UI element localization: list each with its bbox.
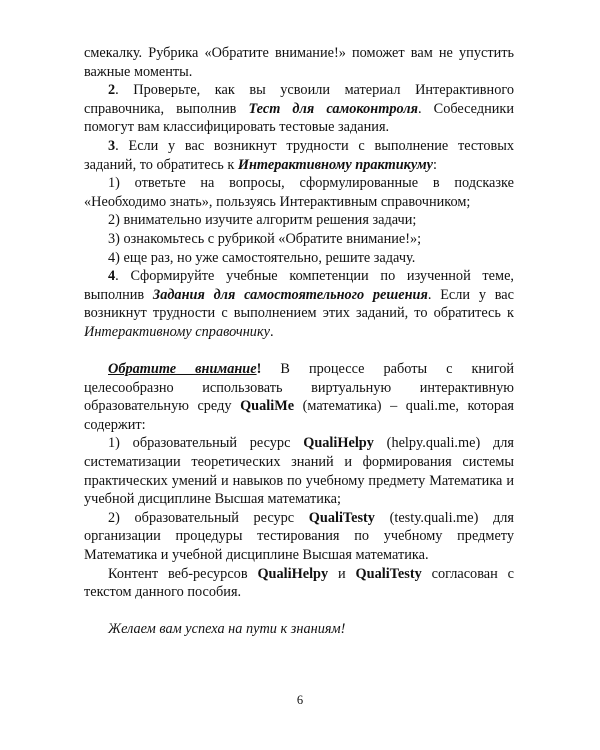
note-label: Обратите внимание <box>108 361 257 378</box>
brand-qualitesty: QualiTesty <box>355 565 422 582</box>
paragraph-content <box>84 565 514 602</box>
brand-qualihelpy: QualiHelpy <box>257 565 329 582</box>
text: . Если у вас возникнут трудности с выполнение тестовых заданий, то обратитесь к <box>84 137 514 173</box>
text: . Сформируйте учебные компетенции по изученной теме, выполнив <box>84 268 514 303</box>
text: (математика) – quali.me, которая содержит: <box>84 398 514 433</box>
text: и <box>328 565 356 582</box>
paragraph-continuation: смекалку. Рубрика «Обратите внимание!» поможет вам не упустить важные моменты. <box>84 45 514 80</box>
step-number: 4 <box>108 268 116 285</box>
text: 1) образовательный ресурс <box>108 435 304 452</box>
text: . Проверьте, как вы усвоили материал Интерактивного справочника, выполнив <box>84 82 514 117</box>
page-number: 6 <box>296 693 304 707</box>
text: : <box>433 156 438 173</box>
paragraph-step-4 <box>84 267 514 341</box>
self-solve-term: Задания для самостоятельного решения <box>152 286 428 303</box>
closing-wish: Желаем вам успеха на пути к знаниям! <box>108 621 346 638</box>
paragraph-resource-2 <box>84 509 514 565</box>
text: . Собеседники помогут вам классифицировать тестовые задания. <box>84 100 514 136</box>
text: . Если у вас возникнут трудности с выполнением этих заданий, то обратитесь к <box>84 286 514 322</box>
note-mark: ! <box>256 361 262 378</box>
brand-qualihelpy: QualiHelpy <box>303 435 374 452</box>
practicum-term: Интерактивному практикуму <box>237 156 434 173</box>
text: (testy.quali.me) для организации процедуры тестирования по учебному предмету Математика и учебной дисциплине Высшая математика. <box>84 509 514 564</box>
list-item: 2) внимательно изучите алгоритм решения задачи; <box>108 212 417 229</box>
paragraph-step-2 <box>84 81 514 137</box>
text: согласован с текстом данного пособия. <box>84 565 514 601</box>
list-item: 1) ответьте на вопросы, сформулированные в подсказке «Необходимо знать», пользуясь Интерактивным справочником; <box>84 175 514 210</box>
paragraph-gap <box>84 342 514 361</box>
page-body <box>84 44 514 639</box>
reference-term: Интерактивному справочнику <box>84 323 270 340</box>
text: . <box>270 323 274 340</box>
text: Контент веб-ресурсов <box>108 565 258 582</box>
self-test-term: Тест для самоконтроля <box>248 100 418 117</box>
list-item: 3) ознакомьтесь с рубрикой «Обратите внимание!»; <box>108 230 422 247</box>
brand-qualime: QualiMe <box>240 398 295 415</box>
paragraph-note <box>84 360 514 434</box>
step-number: 3 <box>108 137 116 154</box>
paragraph-resource-1 <box>84 434 514 508</box>
text: 2) образовательный ресурс <box>108 509 309 526</box>
text: (helpy.quali.me) для систематизации теоретических знаний и формирования системы практических умений и навыков по учебному предмету Математика и учебной дисциплине Высшая математика; <box>84 435 514 508</box>
text: В процессе работы с книгой целесообразно использовать виртуальную интерактивную образовательную среду <box>84 361 515 415</box>
list-item: 4) еще раз, но уже самостоятельно, решите задачу. <box>108 249 416 266</box>
paragraph-gap <box>84 602 514 621</box>
brand-qualitesty: QualiTesty <box>308 509 375 526</box>
paragraph-step-3 <box>84 137 514 174</box>
step-number: 2 <box>108 82 116 99</box>
